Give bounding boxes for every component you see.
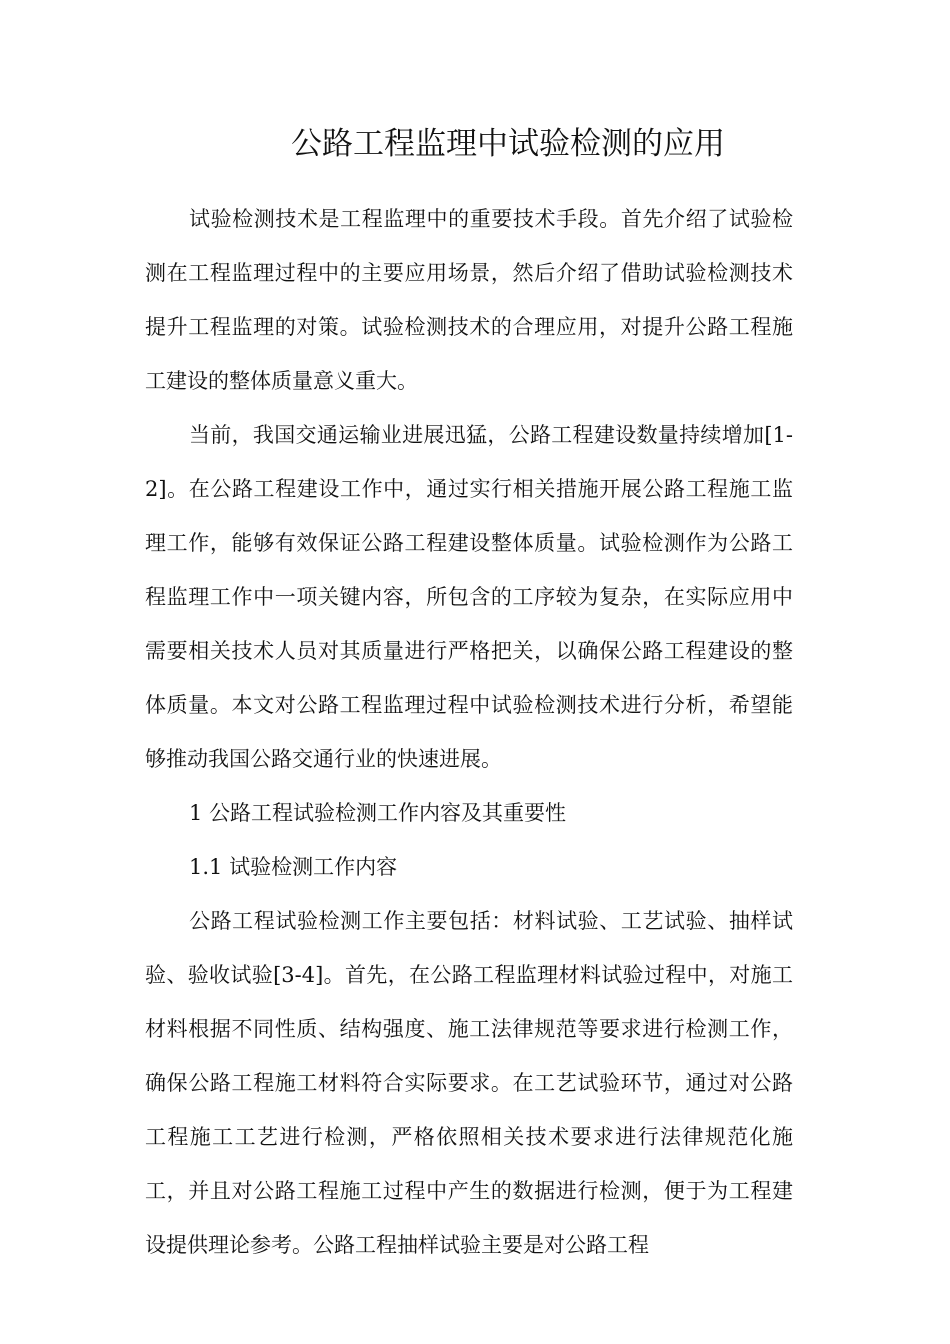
document-title: 公路工程监理中试验检测的应用	[291, 126, 725, 162]
subsection-heading-1-1: 1.1 试验检测工作内容	[189, 855, 398, 879]
abstract-paragraph: 试验检测技术是工程监理中的重要技术手段。首先介绍了试验检测在工程监理过程中的主要应用场景，然后介绍了借助试验检测技术提升工程监理的对策。试验检测技术的合理应用，对提升公路工程施工建设的整体质量意义重大。	[145, 207, 793, 393]
body-paragraph-1-1: 公路工程试验检测工作主要包括：材料试验、工艺试验、抽样试验、验收试验[3-4]。首先，在公路工程监理材料试验过程中，对施工材料根据不同性质、结构强度、施工法律规范等要求进行检测工作，确保公路工程施工材料符合实际要求。在工艺试验环节，通过对公路工程施工工艺进行检测，严格依照相关技术要求进行法律规范化施工，并且对公路工程施工过程中产生的数据进行检测，便于为工程建设提供理论参考。公路工程抽样试验主要是对公路工程	[145, 909, 793, 1257]
document-body	[145, 192, 793, 1272]
intro-paragraph: 当前，我国交通运输业进展迅猛，公路工程建设数量持续增加[1-2]。在公路工程建设工作中，通过实行相关措施开展公路工程施工监理工作，能够有效保证公路工程建设整体质量。试验检测作为公路工程监理工作中一项关键内容，所包含的工序较为复杂，在实际应用中需要相关技术人员对其质量进行严格把关，以确保公路工程建设的整体质量。本文对公路工程监理过程中试验检测技术进行分析，希望能够推动我国公路交通行业的快速进展。	[145, 423, 793, 771]
section-heading-1: 1 公路工程试验检测工作内容及其重要性	[189, 801, 567, 825]
